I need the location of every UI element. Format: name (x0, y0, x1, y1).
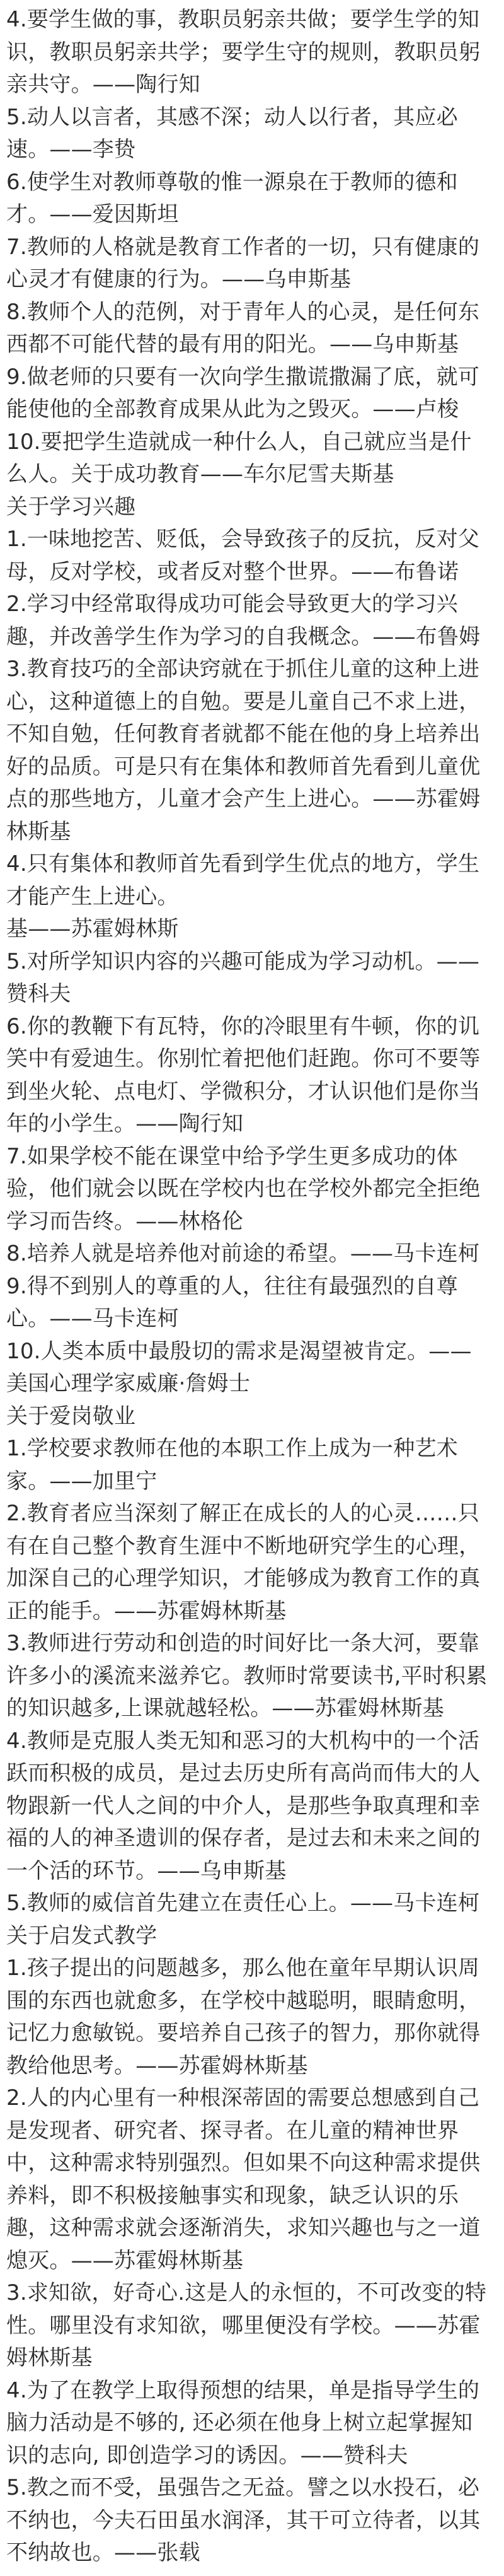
quote-paragraph: 7.教师的人格就是教育工作者的一切，只有健康的心灵才有健康的行为。——乌申斯基 (6, 234, 480, 292)
quote-paragraph: 1.一味地挖苦、贬低，会导致孩子的反抗，反对父母，反对学校，或者反对整个世界。——布鲁诺 (6, 527, 480, 585)
quote-paragraph: 3.教师进行劳动和创造的时间好比一条大河，要靠许多小的溪流来滋养它。教师时常要读书,平时积累的知识越多,上课就越轻松。——苏霍姆林斯基 (6, 1631, 488, 1721)
quote-paragraph: 基——苏霍姆林斯 (6, 916, 179, 941)
quote-paragraph: 9.得不到别人的尊重的人，往往有最强烈的自尊心。——马卡连柯 (6, 1273, 458, 1331)
quote-paragraph: 4.教师是克服人类无知和恶习的大机构中的一个活跃而积极的成员，是过去历史所有高尚而伟大的人物跟新一代人之间的中介人，是那些争取真理和幸福的人的神圣遗训的保存者，是过去和未来之间的一个活的环节。——乌申斯基 (6, 1728, 481, 1884)
quote-paragraph: 8.培养人就是培养他对前途的希望。——马卡连柯 (6, 1241, 480, 1266)
section-heading: 关于启发式教学 (6, 1923, 158, 1949)
quote-paragraph: 8.教师个人的范例，对于青年人的心灵，是任何东西都不可能代替的最有用的阳光。——乌申斯基 (6, 299, 480, 357)
quote-paragraph: 10.人类本质中最殷切的需求是渴望被肯定。——美国心理学家威廉·詹姆士 (6, 1338, 472, 1396)
quote-paragraph: 6.你的教鞭下有瓦特，你的冷眼里有牛顿，你的讥笑中有爱迪生。你别忙着把他们赶跑。你可不要等到坐火轮、点电灯、学微积分，才认识他们是你当年的小学生。——陶行知 (6, 1013, 481, 1136)
quote-paragraph: 9.做老师的只要有一次向学生撒谎撒漏了底，就可能使他的全部教育成果从此为之毁灭。——卢梭 (6, 364, 480, 422)
quote-paragraph: 4.只有集体和教师首先看到学生优点的地方，学生才能产生上进心。 (6, 851, 480, 909)
quote-paragraph: 2.教育者应当深刻了解正在成长的人的心灵……只有在自己整个教育生涯中不断地研究学生的心理，加深自己的心理学知识，才能够成为教育工作的真正的能手。——苏霍姆林斯基 (6, 1501, 481, 1624)
quote-paragraph: 5.教之而不受，虽强告之无益。譬之以水投石，必不纳也，今夫石田虽水润泽，其干可立待者，以其不纳故也。——张载 (6, 2475, 481, 2565)
quote-paragraph: 4.要学生做的事，教职员躬亲共做；要学生学的知识，教职员躬亲共学；要学生守的规则，教职员躬亲共守。——陶行知 (6, 7, 481, 97)
quote-paragraph: 2.人的内心里有一种根深蒂固的需要总想感到自己是发现者、研究者、探寻者。在儿童的精神世界中，这种需求特别强烈。但如果不向这种需求提供养料，即不积极接触事实和现象，缺乏认识的乐趣，这种需求就会逐渐消失，求知兴趣也与之一道熄灭。——苏霍姆林斯基 (6, 2085, 481, 2273)
quote-paragraph: 10.要把学生造就成一种什么人，自己就应当是什么人。关于成功教育——车尔尼雪夫斯基 (6, 429, 472, 487)
quote-paragraph: 2.学习中经常取得成功可能会导致更大的学习兴趣，并改善学生作为学习的自我概念。——布鲁姆 (6, 592, 481, 650)
section-heading: 关于学习兴趣 (6, 494, 136, 520)
section-heading: 关于爱岗敬业 (6, 1403, 136, 1429)
quote-paragraph: 1.学校要求教师在他的本职工作上成为一种艺术家。——加里宁 (6, 1436, 458, 1494)
quote-paragraph: 3.求知欲，好奇心.这是人的永恒的，不可改变的特性。哪里没有求知欲，哪里便没有学校。——苏霍姆林斯基 (6, 2280, 487, 2370)
quote-paragraph: 5.对所学知识内容的兴趣可能成为学习动机。——赞科夫 (6, 948, 480, 1006)
quote-paragraph: 1.孩子提出的问题越多，那么他在童年早期认识周围的东西也就愈多，在学校中越聪明，眼睛愈明，记忆力愈敏锐。要培养自己孩子的智力，那你就得教给他思考。——苏霍姆林斯基 (6, 1955, 481, 2078)
quote-paragraph: 4.为了在教学上取得预想的结果，单是指导学生的脑力活动是不够的, 还必须在他身上树立起掌握知识的志向, 即创造学习的诱因。——赞科夫 (6, 2377, 480, 2468)
quote-paragraph: 5.动人以言者，其感不深；动人以行者，其应必速。——李贽 (6, 104, 458, 162)
quote-paragraph: 6.使学生对教师尊敬的惟一源泉在于教师的德和才。——爱因斯坦 (6, 169, 458, 227)
quote-paragraph: 7.如果学校不能在课堂中给予学生更多成功的体验，他们就会以既在学校内也在学校外都完全拒绝学习而告终。——林格伦 (6, 1143, 481, 1234)
quote-paragraph: 3.教育技巧的全部诀窍就在于抓住儿童的这种上进心，这种道德上的自勉。要是儿童自己不求上进，不知自勉，任何教育者就都不能在他的身上培养出好的品质。可是只有在集体和教师首先看到儿童优点的那些地方，儿童才会产生上进心。——苏霍姆林斯基 (6, 656, 481, 844)
quote-paragraph: 5.教师的威信首先建立在责任心上。——马卡连柯 (6, 1891, 480, 1916)
